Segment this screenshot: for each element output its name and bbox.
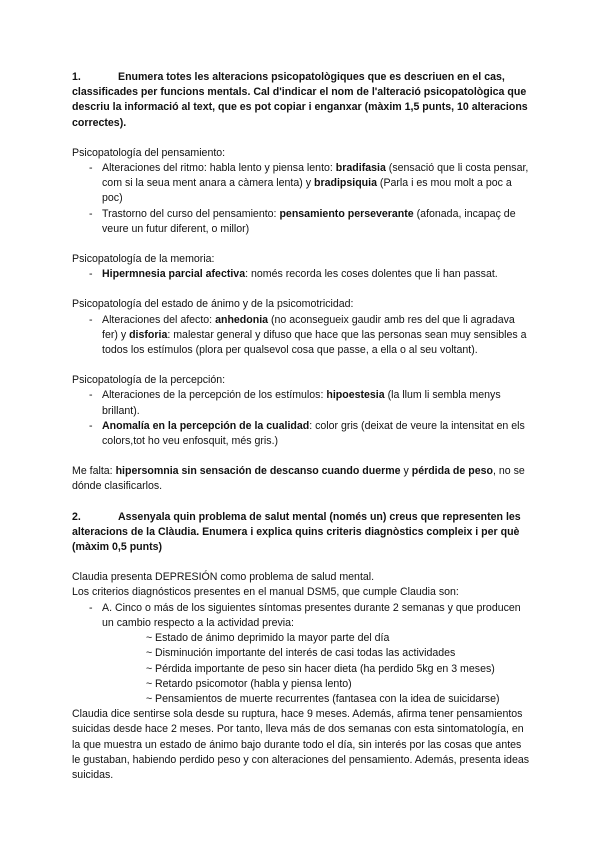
note-text: Me falta: — [72, 465, 116, 478]
item-text: (no aconsegueix gaudir amb res del que li agradava fer) y — [102, 313, 515, 341]
list-percepcion — [72, 388, 532, 449]
list-item — [72, 388, 532, 418]
term-hipersomnia: hipersomnia sin sensación de descanso cuando duerme — [115, 465, 401, 478]
symptom-item: ~ Pensamientos de muerte recurrentes (fantasea con la idea de suicidarse) — [146, 692, 532, 707]
term-hipermnesia: Hipermnesia parcial afectiva — [102, 268, 246, 281]
note-text: y — [400, 465, 412, 478]
term-disforia: disforia — [129, 328, 168, 341]
question-1-heading — [72, 70, 532, 131]
list-pensamiento — [72, 161, 532, 237]
list-item — [72, 267, 532, 282]
missing-note — [72, 464, 532, 494]
item-text: (afonada, incapaç de veure un futur diferent, o millor) — [102, 207, 516, 235]
term-hipoestesia: hipoestesia — [326, 389, 385, 402]
item-text: Alteraciones del afecto: — [102, 313, 216, 326]
note-text: , no se dónde clasificarlos. — [72, 465, 525, 493]
item-text: Alteraciones de la percepción de los estímulos: — [102, 389, 327, 402]
term-bradipsiquia: bradipsiquia — [313, 177, 377, 190]
term-anomalia-cualidad: Anomalía en la percepción de la cualidad — [102, 419, 310, 432]
criteria-intro: Los criterios diagnósticos presentes en el manual DSM5, que cumple Claudia son: — [72, 586, 459, 599]
list-item — [72, 419, 532, 449]
item-text: : només recorda les coses dolentes que li han passat. — [245, 268, 498, 281]
term-anhedonia: anhedonia — [215, 313, 269, 326]
symptom-item: ~ Estado de ánimo deprimido la mayor parte del día — [146, 631, 532, 646]
list-item — [72, 161, 532, 207]
list-memoria — [72, 267, 532, 282]
list-item — [72, 313, 532, 359]
symptom-item: ~ Pérdida importante de peso sin hacer dieta (ha perdido 5kg en 3 meses) — [146, 662, 532, 677]
term-pensamiento-perseverante: pensamiento perseverante — [279, 207, 414, 220]
question-2-number: 2. — [72, 510, 81, 523]
item-text: : color gris (deixat de veure la intensitat en els colors,tot ho veu enfosquit, més gris.) — [102, 419, 525, 448]
diagnosis-line: Claudia presenta DEPRESIÓN como problema de salud mental. — [72, 571, 375, 584]
section-title-memoria: Psicopatología de la memoria: — [72, 253, 215, 266]
list-animo — [72, 313, 532, 359]
section-title-percepcion: Psicopatología de la percepción: — [72, 374, 226, 387]
item-text: (Parla i es mou molt a poc a poc) — [102, 177, 512, 205]
section-title-animo: Psicopatología del estado de ánimo y de la psicomotricidad: — [72, 298, 354, 311]
question-1-number: 1. — [72, 71, 81, 83]
list-item — [72, 207, 532, 237]
criterion-a: - A. Cinco o más de los siguientes síntomas presentes durante 2 semanas y que producen un cambio respecto a la actividad previa: — [72, 601, 532, 631]
term-bradifasia: bradifasia — [335, 162, 386, 175]
item-text: : malestar general y difuso que hace que las personas sean muy sensibles a todos los estímulos (plora per qualsevol cosa que passe, a ella o al seu voltant). — [102, 328, 527, 357]
item-text: (la llum li sembla menys brillant). — [102, 389, 501, 417]
item-text: Alteraciones del ritmo: habla lento y piensa lento: — [102, 162, 336, 175]
symptom-item: ~ Retardo psicomotor (habla y piensa lento) — [146, 677, 532, 692]
conclusion-paragraph: Claudia dice sentirse sola desde su ruptura, hace 9 meses. Además, afirma tener pensamientos suicidas desde hace 2 meses. Por tanto, lleva más de dos semanas con esta sintomatología, en la que muestra un estado de ánimo bajo durante todo el día, sin interés por las cosas que antes le gustaban, habiendo perdido peso y con alteraciones del pensamiento. Además, presenta ideas suicidas. — [72, 708, 530, 781]
section-title-pensamiento: Psicopatología del pensamiento: — [72, 146, 226, 159]
item-text: (sensació que li costa pensar, com si la seua ment anara a càmera lenta) y — [102, 162, 529, 190]
symptom-item: ~ Disminución importante del interés de casi todas las actividades — [146, 646, 532, 661]
question-2-text: Assenyala quin problema de salut mental (només un) creus que representen les alteracions de la Clàudia. Enumera i explica quins criteris diagnòstics compleix i per què (màxim 0,5 punts) — [72, 510, 521, 554]
item-text: Trastorno del curso del pensamiento: — [102, 207, 280, 220]
question-1-text: Enumera totes les alteracions psicopatològiques que es descriuen en el cas, classificades per funcions mentals. Cal d'indicar el nom de l'alteració psicopatològica que descriu la informació al text, que es pot copiar i enganxar (màxim 1,5 punts, 10 alteracions correctes). — [72, 71, 528, 129]
symptom-list — [72, 631, 532, 707]
question-2-heading — [72, 510, 532, 556]
term-perdida-peso: pérdida de peso — [411, 465, 493, 478]
criteria-list — [72, 601, 532, 631]
document-content — [72, 70, 532, 783]
